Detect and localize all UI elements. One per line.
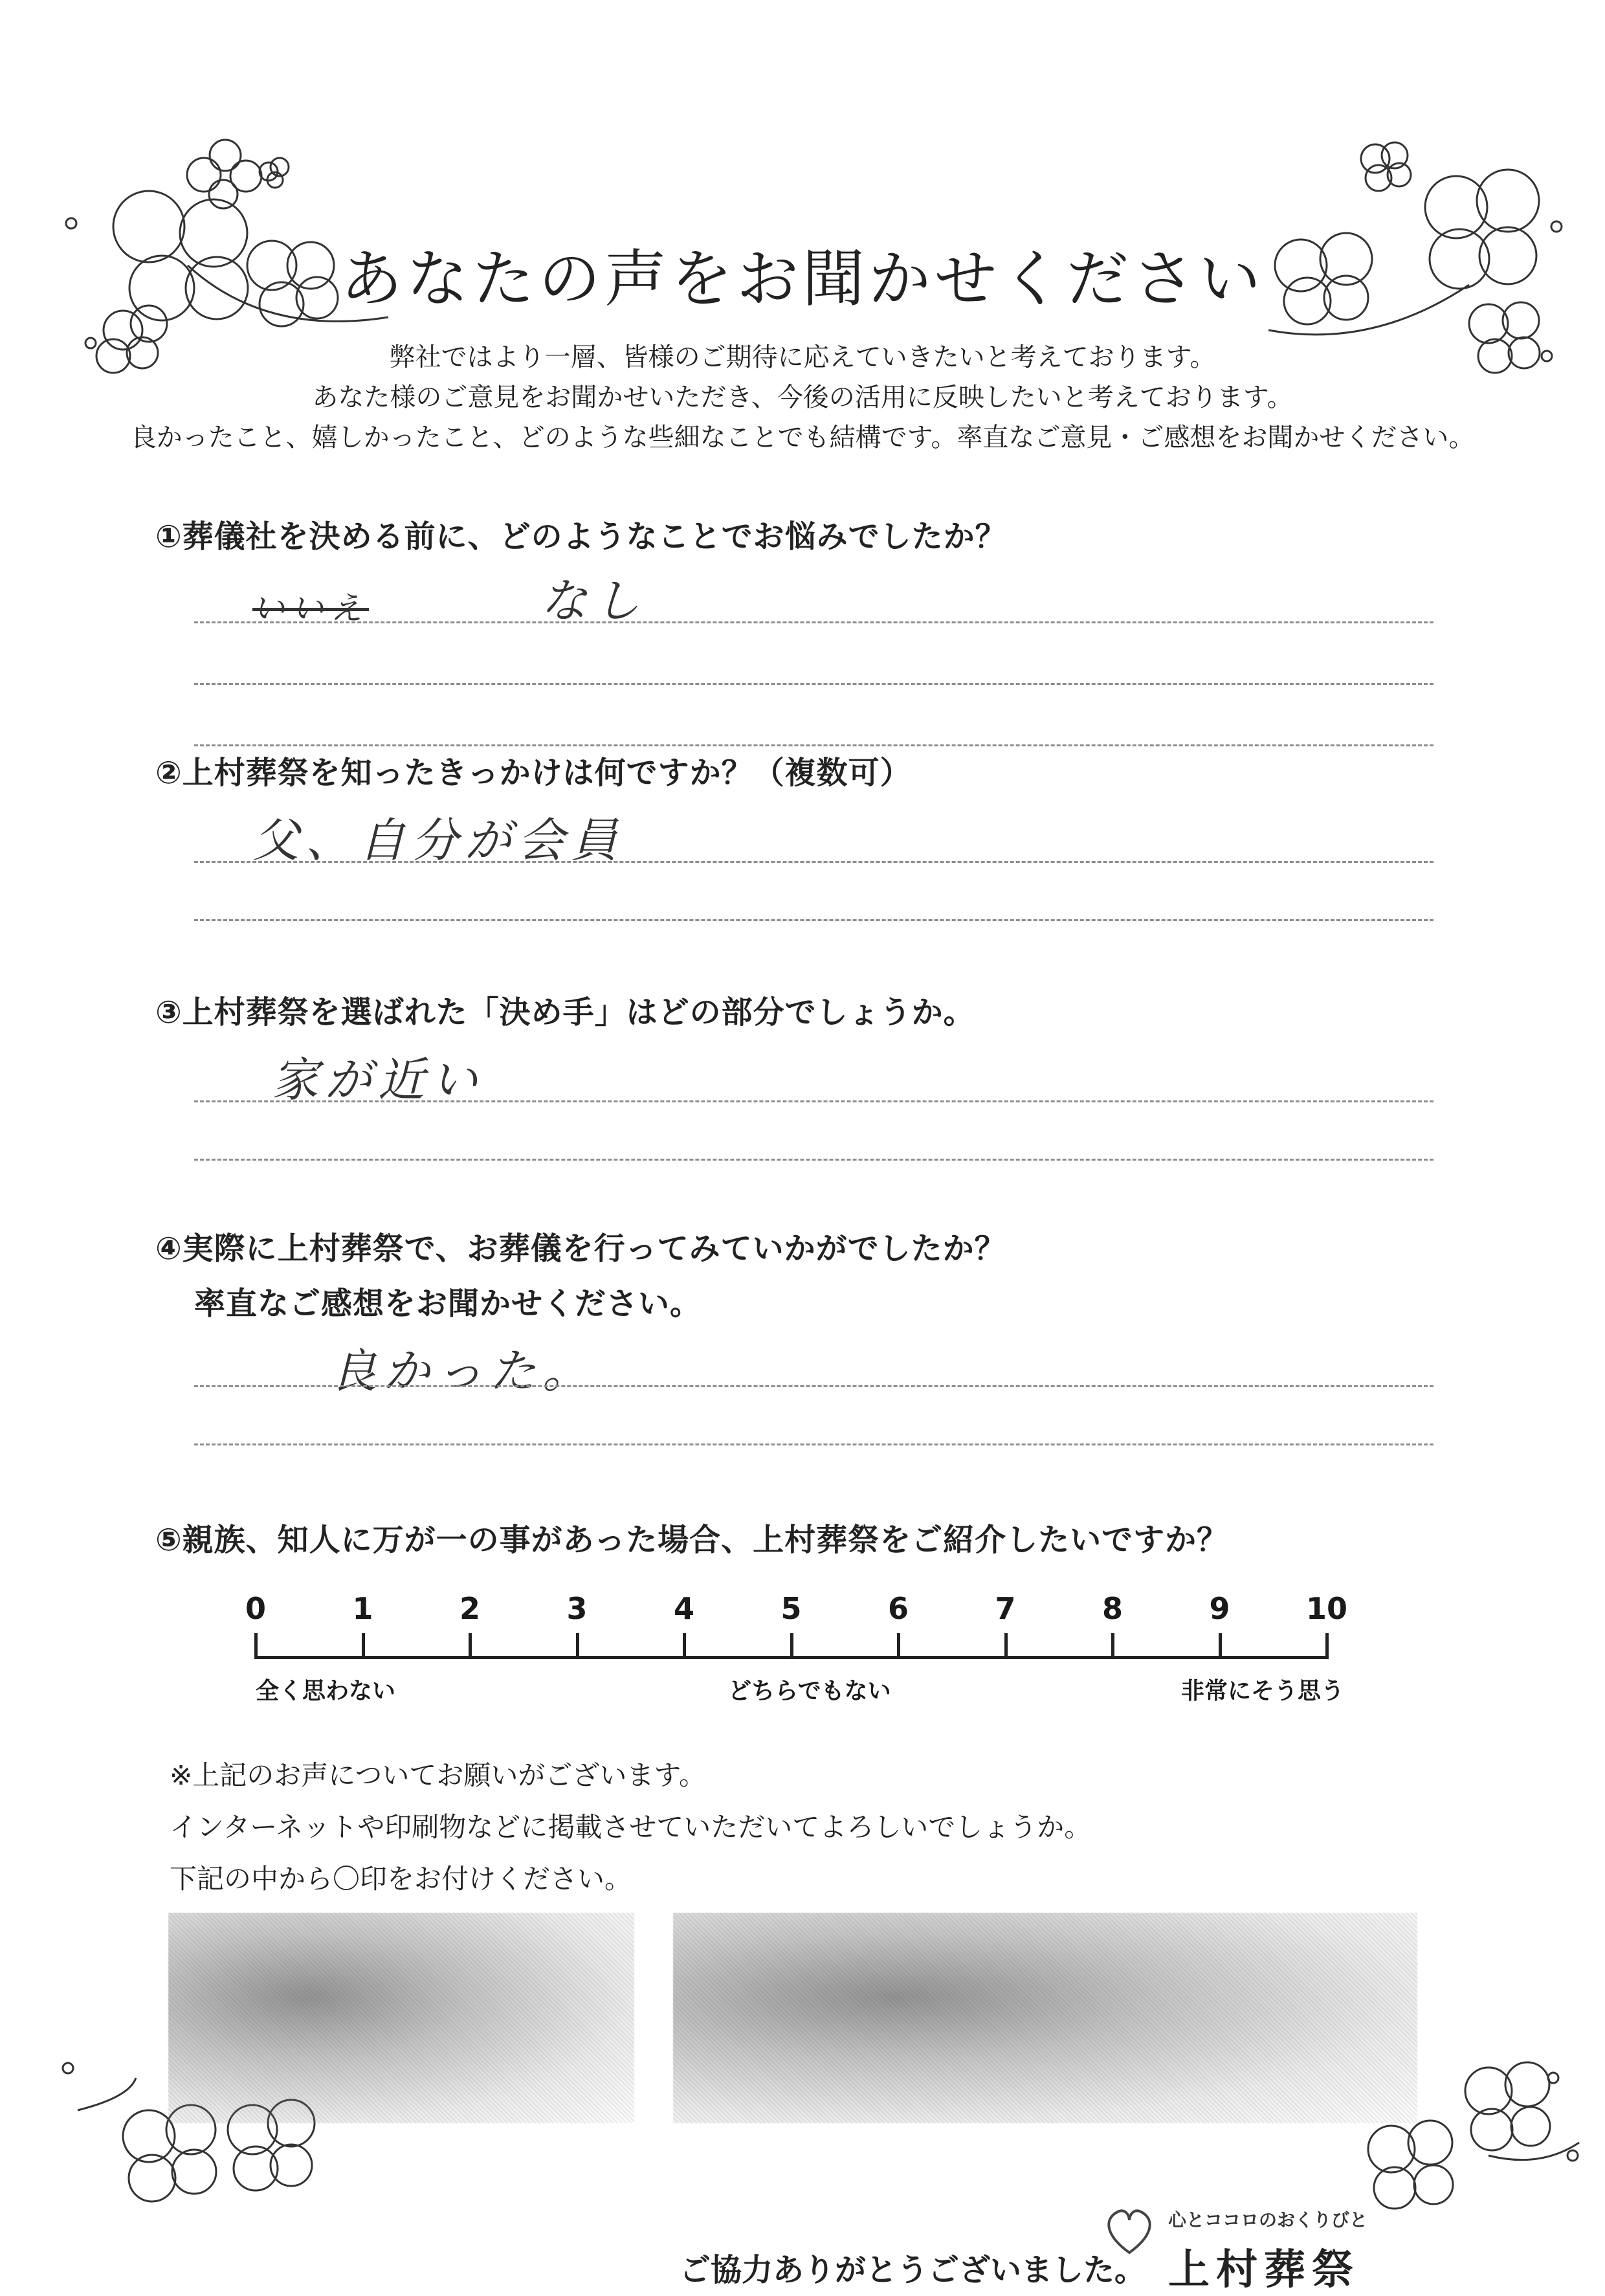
scale-tick <box>469 1633 472 1659</box>
answer-line <box>194 1100 1433 1102</box>
scale-tick-label[interactable]: 8 <box>1101 1591 1123 1626</box>
redacted-area-left <box>168 1913 634 2123</box>
answer-1-struck: いいえ <box>252 590 369 627</box>
scale-tick <box>1004 1633 1008 1659</box>
scale-tick-label[interactable]: 5 <box>780 1591 802 1626</box>
scale-label-mid: どちらでもない <box>728 1678 891 1704</box>
scale-tick <box>790 1633 793 1659</box>
scale-tick-label[interactable]: 3 <box>566 1591 588 1626</box>
scale-tick <box>897 1633 900 1659</box>
question-2: ②上村葬祭を知ったきっかけは何ですか？（複数可） <box>155 755 912 791</box>
answer-line <box>194 621 1433 623</box>
question-5: ⑤親族、知人に万が一の事があった場合、上村葬祭をご紹介したいですか？ <box>155 1522 1229 1558</box>
logo-tagline: 心とココロのおくりびと <box>1168 2209 1368 2231</box>
intro-line-1: 弊社ではより一層、皆様のご期待に応えていきたいと考えております。 <box>389 342 1216 372</box>
scale-tick-label[interactable]: 9 <box>1209 1591 1230 1626</box>
scale-tick-label[interactable]: 6 <box>887 1591 909 1626</box>
scale-tick <box>362 1633 365 1659</box>
question-3: ③上村葬祭を選ばれた「決め手」はどの部分でしょうか。 <box>155 994 975 1031</box>
answer-line <box>194 744 1433 746</box>
scale-label-high: 非常にそう思う <box>1181 1678 1345 1704</box>
scale-tick-label[interactable]: 10 <box>1305 1591 1347 1626</box>
note-line-2: インターネットや印刷物などに掲載させていただいてよろしいでしょうか。 <box>170 1811 1092 1843</box>
heart-logo-icon <box>1100 2201 1158 2259</box>
scale-tick-label[interactable]: 2 <box>459 1591 480 1626</box>
answer-1: なし <box>540 574 647 628</box>
question-1: ①葬儀社を決める前に、どのようなことでお悩みでしたか？ <box>155 518 1007 555</box>
answer-line <box>194 919 1433 921</box>
answer-2: 父、自分が会員 <box>252 813 625 867</box>
question-4-line-2: 率直なご感想をお聞かせください。 <box>194 1286 702 1322</box>
page-title: あなたの声をお聞かせください <box>340 243 1265 315</box>
answer-line <box>194 1443 1433 1445</box>
scale-tick-label[interactable]: 7 <box>995 1591 1016 1626</box>
answer-line <box>194 861 1433 863</box>
scale-tick <box>1325 1633 1329 1659</box>
scale-label-low: 全く思わない <box>256 1678 396 1704</box>
scale-tick-label[interactable]: 0 <box>245 1591 266 1626</box>
company-logo-name: 上村葬祭 <box>1168 2246 1360 2294</box>
redacted-area-right <box>673 1913 1417 2123</box>
intro-line-2: あなた様のご意見をお聞かせいただき、今後の活用に反映したいと考えております。 <box>312 383 1293 412</box>
scale-tick <box>1111 1633 1114 1659</box>
thanks-message: ご協力ありがとうございました。 <box>680 2252 1146 2288</box>
note-line-1: ※上記のお声についてお願いがございます。 <box>170 1759 706 1791</box>
answer-3: 家が近い <box>272 1053 485 1107</box>
answer-line <box>194 1159 1433 1161</box>
scale-tick <box>1219 1633 1222 1659</box>
question-4: ④実際に上村葬祭で、お葬儀を行ってみていかがでしたか？ <box>155 1231 1006 1267</box>
scale-tick-label[interactable]: 1 <box>352 1591 373 1626</box>
intro-line-3: 良かったこと、嬉しかったこと、どのような些細なことでも結構です。率直なご意見・ご感想をお聞かせください。 <box>130 423 1475 452</box>
answer-line <box>194 683 1433 685</box>
note-line-3: 下記の中から〇印をお付けください。 <box>170 1863 632 1895</box>
scale-tick-label[interactable]: 4 <box>673 1591 694 1626</box>
scale-tick <box>576 1633 579 1659</box>
answer-line <box>194 1385 1433 1387</box>
answer-4: 良かった。 <box>330 1344 596 1398</box>
scale-tick <box>683 1633 686 1659</box>
scale-tick <box>254 1633 258 1659</box>
